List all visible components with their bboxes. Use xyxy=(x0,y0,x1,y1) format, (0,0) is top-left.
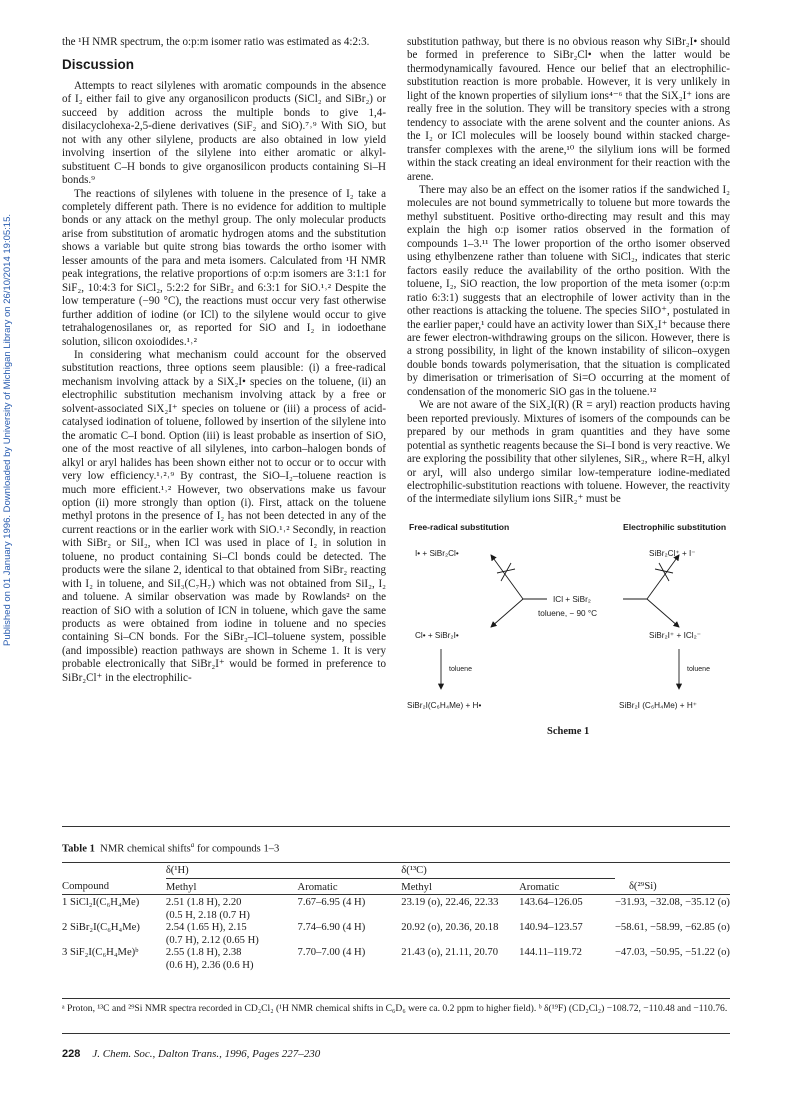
col-header-compound: Compound xyxy=(62,881,110,893)
journal-citation: J. Chem. Soc., Dalton Trans., 1996, Pages 227–230 xyxy=(92,1048,321,1060)
page-footer xyxy=(62,1048,320,1060)
scheme-mid-left: Cl• + SiBr₂I• xyxy=(415,630,459,640)
paragraph: In considering what mechanism could account for the observed substitution reactions, three options seem plausible: (i) a free-radical mechanism involving attack by a SiX₂I• species on the toluene, (ii) an electrophilic substitution mechanism involving attack by a free or solvent-associated SiX₂I⁺ species on toluene or (iii) a process of acid-catalysed iodination of toluene, followed by insertion of the silylene into the aromatic C–I bond. Option (iii) is least probable as insertion of SiO, one of the most reactive of all silylenes, into carbon–halogen bonds of alkyl or aryl halides has been shown either not to occur or to occur with very low efficiency.¹˒²˒⁹ By contrast, the SiO–I₂–toluene reaction is much more efficient.¹˒² However, two observations make us favour option (ii) more strongly than option (i). First, attack on the toluene methyl protons in the presence of I₂ has not been detected in any of the current reactions or in the earlier work with SiO.¹˒² Secondly, in reaction with SiBr₂ or SiI₂, when ICl was used in place of I₂ in solution in toluene, no product containing Si–Cl bonds could be detected. The products were the silane 2, identical to that obtained from SiBr₂ reacting with I₂ in toluene, and SiI₃(C₇H₇) which was not obtained from SiI₂, I₂ and toluene. A similar observation was made by Rowlands² on the reaction of SiO with a solution of ICN in toluene, which gave the same products as were obtained from iodine in toluene and no species containing Si–CN bonds. For the SiBr₂–ICl–toluene system, possible (and impossible) reaction pathways are shown in Scheme 1. It is very probable electronically that SiBr₂I⁺ would be formed in preference to SiBr₂Cl⁺ in the electrophilic- xyxy=(62,348,386,684)
table-title-tail: for compounds 1–3 xyxy=(194,843,280,855)
page-number: 228 xyxy=(62,1048,81,1060)
nmr-table xyxy=(62,865,730,972)
cell-h-methyl-line1: 2.54 (1.65 H), 2.15 xyxy=(165,922,247,934)
arrow-down-right xyxy=(647,599,679,627)
left-column xyxy=(62,36,386,685)
cell-h-aromatic: 7.70–7.00 (4 H) xyxy=(297,947,366,959)
scheme-top-right: SiBr₂Cl⁺ + I⁻ xyxy=(649,548,696,558)
table-title xyxy=(62,839,730,856)
table-top-rule xyxy=(62,826,730,827)
cell-c-methyl: 23.19 (o), 22.46, 22.33 xyxy=(401,897,499,909)
paragraph: There may also be an effect on the isomer ratios if the sandwiched I₂ molecules are not bound symmetrically to toluene but more towards the methyl substituent. Positive ortho-directing may result and this may explain the high o:p isomer ratios observed in the formation of compounds 1–3.¹¹ The lower proportion of the ortho isomer observed using ethylbenzene rather than toluene with SiCl₂, indicates that steric factors easily reduce the availability of the ortho position. With the toluene, I₂, SiO reaction, the low proportion of the meta isomer (o:p:m ratio 6:3:1) suggests that an electrophile of lower activity than in the other reactions is attacking the toluene. The species SiIO⁺, postulated in the earlier paper,¹ could have an activity lower than SiX₂I⁺ because there are fewer electron-withdrawing groups on the silicon. However, there is a strong possibility, in light of the known instability of silicon–oxygen double bonds towards polymerisation, that the situation is complicated by dimerisation or trimerisation of Si=O occurring at the moment of condensation of the monomeric SiO gas in the toluene.¹² xyxy=(407,183,730,398)
cell-si: −31.93, −32.08, −35.12 (o) xyxy=(614,897,730,909)
cell-compound: 1 SiCl₂I(C₆H₄Me) xyxy=(62,897,140,909)
scheme-1 xyxy=(407,517,730,745)
cell-c-aromatic: 140.94–123.57 xyxy=(519,922,583,934)
scheme-top-left: I• + SiBr₂Cl• xyxy=(415,548,459,558)
col-header-h-methyl: Methyl xyxy=(165,881,197,893)
scheme-caption: Scheme 1 xyxy=(547,725,590,737)
col-header-c-methyl: Methyl xyxy=(401,881,432,893)
cell-h-methyl xyxy=(166,922,298,947)
cell-c-methyl: 21.43 (o), 21.11, 20.70 xyxy=(401,947,499,959)
table-column-header-row xyxy=(62,878,730,895)
table-row xyxy=(62,897,730,922)
cell-h-methyl-line2: (0.7 H), 2.12 (0.65 H) xyxy=(165,934,259,946)
scheme-arrow-label-right: toluene xyxy=(687,665,710,673)
cell-c-aromatic: 143.64–126.05 xyxy=(519,897,583,909)
col-header-c-aromatic: Aromatic xyxy=(519,881,560,893)
table-group-header-row xyxy=(62,865,730,878)
cell-h-aromatic: 7.74–6.90 (4 H) xyxy=(297,922,366,934)
group-c-header: δ(¹³C) xyxy=(401,865,615,878)
scheme-mid-right: SiBr₂I⁺ + ICl₂⁻ xyxy=(649,630,702,640)
right-column xyxy=(407,36,730,745)
cell-h-methyl xyxy=(166,947,298,972)
cell-h-aromatic: 7.67–6.95 (4 H) xyxy=(297,897,366,909)
cell-h-methyl xyxy=(166,897,298,922)
cell-compound: 3 SiF₂I(C₆H₄Me)ᵇ xyxy=(62,947,139,959)
cell-c-aromatic: 144.11–119.72 xyxy=(519,947,582,959)
cell-h-methyl-line1: 2.51 (1.8 H), 2.20 xyxy=(165,897,242,909)
col-header-si: δ(²⁹Si) xyxy=(628,881,657,893)
col-header-h-aromatic: Aromatic xyxy=(297,881,338,893)
cell-h-methyl-line2: (0.6 H), 2.36 (0.6 H) xyxy=(165,959,254,971)
nmr-table-block xyxy=(62,839,730,972)
scheme-conditions: toluene, − 90 °C xyxy=(538,608,598,618)
arrow-up-left xyxy=(491,555,523,599)
scheme-product-right: SiBr₂I (C₆H₄Me) + H⁺ xyxy=(619,700,698,710)
scheme-arrow-label-left: toluene xyxy=(449,665,472,673)
table-footnote: ᵃ Proton, ¹³C and ²⁹Si NMR spectra recorded in CD₂Cl₂ (¹H NMR chemical shifts in C₆D₆ were ca. 0.2 ppm to higher field). ᵇ δ(¹⁹F) (CD₂Cl₂) −108.72, −110.48 and −110.76. xyxy=(62,1003,728,1014)
group-h-header: δ(¹H) xyxy=(166,865,401,878)
paragraph: The reactions of silylenes with toluene in the presence of I₂ take a completely different path. There is no evidence for addition to multiple bonds or any attack on the methyl group. The only molecular products arise from substitution of aromatic hydrogen atoms and the substitution shows a variable but quite strong bias towards the ortho isomer with lesser amounts of the para and meta isomers. Calculated from ¹H NMR peak integrations, the relative proportions of o:p:m isomers are 3:1:1 for SiF₂, 10:4:3 for SiCl₂, 5:2:2 for SiBr₂ and 6:3:1 for SiO.¹˒² Despite the low temperature (−90 °C), the reactions must occur very fast otherwise further addition of iodine (or ICl) to the silylene would occur to give tetrahalogenosilanes or, as reported for SiO and I₂ in iodoethane solution, silicon oxoiodides.¹˒² xyxy=(62,187,386,348)
scheme-heading-electrophilic: Electrophilic substitution xyxy=(623,521,727,532)
cell-h-methyl-line2: (0.5 H, 2.18 (0.7 H) xyxy=(165,909,250,921)
cell-h-methyl-line1: 2.55 (1.8 H), 2.38 xyxy=(165,947,242,959)
arrow-up-right xyxy=(647,555,679,599)
paragraph: We are not aware of the SiX₂I(R) (R = aryl) reaction products having been reported previously. Mixtures of isomers of the compounds can be prepared by our methods in gram quantities and they have some potential as synthetic reagents because the Si–I bond is very reactive. We are exploring the possibility that other silylenes, SiR₂, where R=H, alkyl or aryl, will also undergo similar low-temperature iodine-mediated electrophilic-substitution reactions with toluene. However, the reactivity of the intermediate silylium ions SiIR₂⁺ must be xyxy=(407,399,730,506)
cell-si: −47.03, −50.95, −51.22 (o) xyxy=(614,947,730,959)
table-title-text: NMR chemical shifts xyxy=(100,843,191,855)
section-heading-discussion: Discussion xyxy=(62,57,135,73)
table-row xyxy=(62,947,730,972)
table-title-footnote-mark: a xyxy=(190,841,195,849)
table-row xyxy=(62,922,730,947)
table-bottom-rule xyxy=(62,998,730,999)
scheme-product-left: SiBr₂I(C₆H₄Me) + H• xyxy=(407,700,482,710)
arrow-down-left xyxy=(491,599,523,627)
paragraph: substitution pathway, but there is no obvious reason why SiBr₂I• should be formed in preference to SiBr₂Cl• when the latter would be thermodynamically favoured. Hence our belief that an electrophilic-substitution reaction is more probable. However, it is very unlikely in light of the known properties of silylium ions⁴⁻⁶ that the SiX₂I⁺ ions are really free in the solution. They will be transitory species with a strong tendency to associate with the arene solvent and the counter anions. As the I₂ or ICl molecules will be loosely bound within stacked charge-transfer complexes with the arene,¹⁰ the silylium ions will be formed within the stack creating an ideal environment for their reaction with the arene. xyxy=(407,36,730,183)
table-header-rule xyxy=(62,862,730,863)
download-notice: Published on 01 January 1996. Downloaded by University of Michigan Library on 26/10/2014 19:05:15. xyxy=(2,214,13,647)
footnote-rule xyxy=(62,1033,730,1034)
cell-compound: 2 SiBr₂I(C₆H₄Me) xyxy=(62,922,140,934)
scheme-heading-free-radical: Free-radical substitution xyxy=(409,521,510,532)
table-label: Table 1 xyxy=(62,843,95,855)
scheme-reagents: ICl + SiBr₂ xyxy=(553,594,591,604)
cell-c-methyl: 20.92 (o), 20.36, 20.18 xyxy=(401,922,499,934)
intro-paragraph: the ¹H NMR spectrum, the o:p:m isomer ratio was estimated as 4:2:3. xyxy=(62,36,370,48)
paragraph: Attempts to react silylenes with aromatic compounds in the absence of I₂ either fail to give any organosilicon products (SiCl₂ and SiBr₂) or succeed by addition across the multiple bonds to give 1,4-disilacyclohexa-2,5-diene derivatives (SiF₂ and SiO).⁷˒⁹ With SiO, but not with any other silylene, products are also obtained in low yield involving insertion of the silylene into either aromatic or alkyl-substituent C–H bonds to give organosilicon products containing Si–H bonds.⁹ xyxy=(62,79,386,187)
cell-si: −58.61, −58.99, −62.85 (o) xyxy=(614,922,730,934)
